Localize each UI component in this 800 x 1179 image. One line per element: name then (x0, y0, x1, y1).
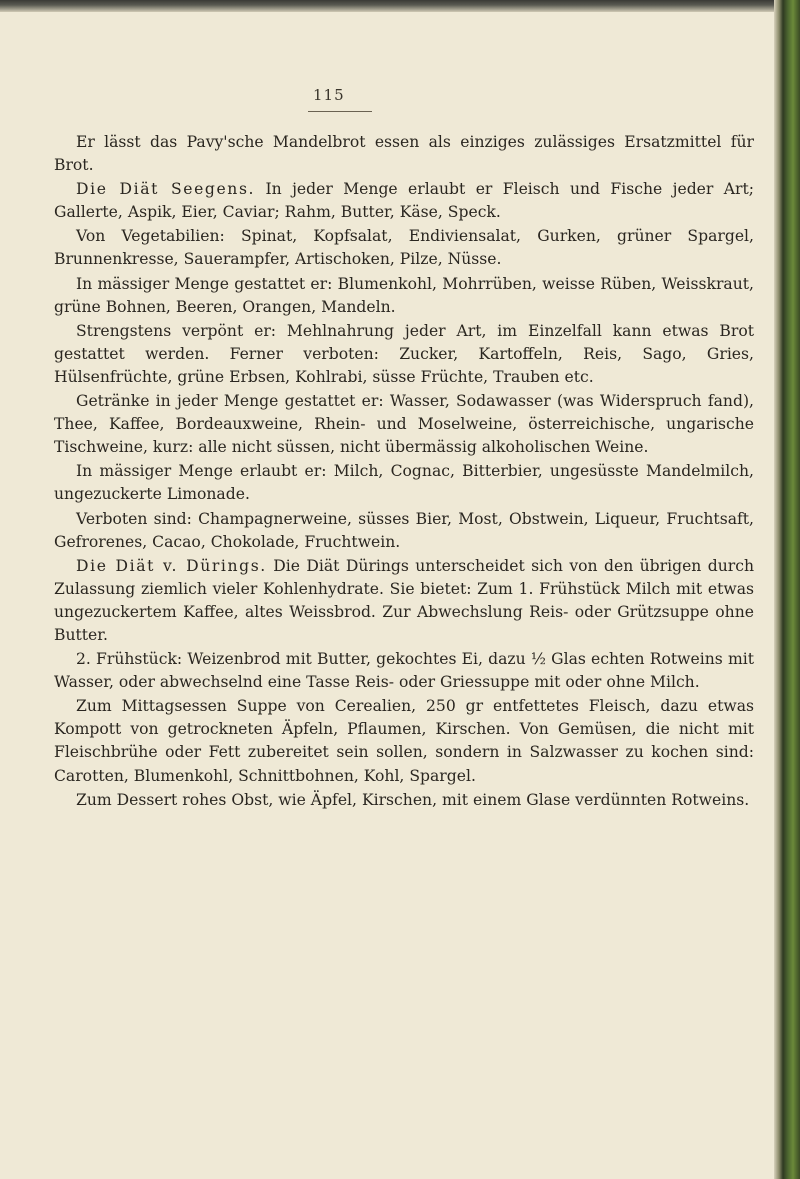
body-text (54, 131, 754, 813)
page-top-edge (0, 0, 800, 12)
paragraph-seegen-diet: Die Diät Seegens. In jeder Menge erlaubt er Fleisch und Fische jeder Art; Gallerte, Aspik, Eier, Caviar; Rahm, Butter, Käse, Speck. (54, 180, 754, 222)
paragraph-moderate: In mässiger Menge gestattet er: Blumenkohl, Mohrrüben, weisse Rüben, Weisskraut, grüne Bohnen, Beeren, Orangen, Mandeln. (54, 274, 754, 316)
paragraph-dessert: Zum Dessert rohes Obst, wie Äpfel, Kirschen, mit einem Glase verdünnten Rotweins. (76, 790, 750, 809)
paragraph-lunch: Zum Mittagsessen Suppe von Cerealien, 250 gr entfettetes Fleisch, dazu etwas Kompott von getrockneten Äpfeln, Pflaumen, Kirschen. Von Gemüsen, die nicht mit Fleischbrühe oder Fett zubereitet sein sollen, sondern in Salzwasser zu kochen sind: Carotten, Blumenkohl, Schnittbohnen, Kohl, Spargel. (54, 697, 754, 785)
paragraph-moderate-drinks: In mässiger Menge erlaubt er: Milch, Cognac, Bitterbier, ungesüsste Mandelmilch, ungezuckerte Limonade. (54, 462, 754, 504)
paragraph-forbidden-drinks: Verboten sind: Champagnerweine, süsses Bier, Most, Obstwein, Liqueur, Fruchtsaft, Gefrorenes, Cacao, Chokolade, Fruchtwein. (54, 509, 754, 551)
paragraph-forbidden: Strengstens verpönt er: Mehlnahrung jeder Art, im Einzelfall kann etwas Brot gestattet werden. Ferner verboten: Zucker, Kartoffeln, Reis, Sago, Gries, Hülsenfrüchte, grüne Erbsen, Kohlrabi, süsse Früchte, Trauben etc. (54, 321, 754, 386)
paragraph-drinks: Getränke in jeder Menge gestattet er: Wasser, Sodawasser (was Widerspruch fand), Thee, Kaffee, Bordeauxweine, Rhein- und Moselweine, österreichische, ungarische Tischweine, kurz: alle nicht süssen, nicht übermässig alkoholischen Weine. (54, 392, 754, 457)
paragraph-vegetables: Von Vegetabilien: Spinat, Kopfsalat, Endiviensalat, Gurken, grüner Spargel, Brunnenkresse, Sauerampfer, Artischoken, Pilze, Nüsse. (54, 227, 754, 269)
page-number-rule (308, 111, 372, 112)
paragraph-second-breakfast: 2. Frühstück: Weizenbrod mit Butter, gekochtes Ei, dazu ½ Glas echten Rotweins mit Wasser, oder abwechselnd eine Tasse Reis- oder Griessuppe mit oder ohne Milch. (54, 650, 754, 692)
book-binding-edge (774, 0, 800, 1179)
section-heading-seegen: Die Diät Seegens. (76, 180, 256, 199)
page-number: 115 (313, 86, 345, 104)
paragraph-duering-diet: Die Diät v. Dürings. Die Diät Dürings unterscheidet sich von den übrigen durch Zulassung ziemlich vieler Kohlenhydrate. Sie bietet: Zum 1. Frühstück Milch mit etwas ungezuckertem Kaffee, altes Weissbrod. Zur Abwechslung Reis- oder Grützsuppe ohne Butter. (54, 556, 755, 644)
section-heading-duering: Die Diät v. Dürings. (76, 556, 267, 575)
paragraph-pavy: Er lässt das Pavy'sche Mandelbrot essen als einziges zulässiges Ersatzmittel für Brot. (54, 133, 754, 175)
